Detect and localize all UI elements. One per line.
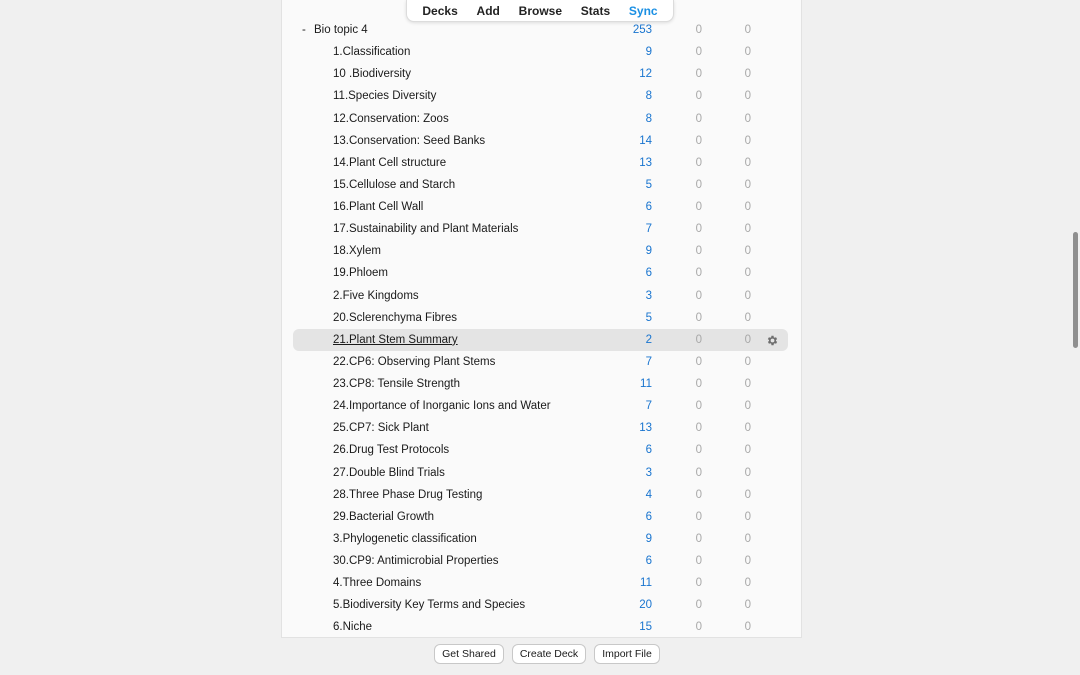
deck-name[interactable]: 17.Sustainability and Plant Materials [333,223,519,236]
due-count: 3 [645,466,652,479]
deck-name[interactable]: 19.Phloem [333,267,388,280]
learn-count: 0 [695,577,702,590]
review-count: 0 [744,267,751,280]
learn-count: 0 [695,68,702,81]
learn-count: 0 [695,555,702,567]
deck-name[interactable]: 10 .Biodiversity [333,68,411,81]
deck-row[interactable] [282,285,801,307]
due-count: 2 [645,333,652,346]
review-count: 0 [744,577,751,590]
learn-count: 0 [695,90,702,103]
due-count: 4 [645,488,652,501]
deck-row-current[interactable] [282,329,801,351]
deck-name[interactable]: 24.Importance of Inorganic Ions and Water [333,400,551,413]
review-count: 0 [744,24,751,36]
due-count: 6 [645,201,652,213]
deck-name[interactable]: 13.Conservation: Seed Banks [333,134,486,147]
deck-name[interactable]: 2.Five Kingdoms [333,289,419,302]
deck-name[interactable]: 27.Double Blind Trials [333,466,445,479]
review-count: 0 [744,311,751,324]
deck-row[interactable] [282,240,801,262]
deck-name[interactable]: 25.CP7: Sick Plant [333,422,429,435]
review-count: 0 [744,68,751,81]
deck-name[interactable]: 11.Species Diversity [333,90,437,103]
review-count: 0 [744,466,751,479]
deck-row[interactable] [282,85,801,107]
deck-row[interactable] [282,174,801,196]
deck-name[interactable]: 20.Sclerenchyma Fibres [333,311,457,324]
collapse-toggle[interactable]: - [302,24,306,36]
review-count: 0 [744,510,751,523]
deck-list [282,19,801,638]
learn-count: 0 [695,422,702,435]
get-shared-button[interactable]: Get Shared [434,644,504,664]
due-count: 6 [645,444,652,457]
review-count: 0 [744,555,751,567]
deck-row-parent[interactable] [282,19,801,41]
due-count: 9 [645,245,652,258]
bottom-button-bar [0,644,1080,664]
deck-name[interactable]: 6.Niche [333,621,372,634]
review-count: 0 [744,444,751,457]
deck-name[interactable]: 14.Plant Cell structure [333,156,447,169]
learn-count: 0 [695,267,702,280]
learn-count: 0 [695,444,702,457]
deck-row[interactable] [282,41,801,63]
learn-count: 0 [695,289,702,302]
due-count: 7 [645,223,652,236]
deck-name[interactable]: 4.Three Domains [333,577,422,590]
due-count: 14 [639,134,652,147]
due-count: 13 [639,422,652,435]
review-count: 0 [744,90,751,103]
review-count: 0 [744,488,751,501]
learn-count: 0 [695,378,702,390]
gear-icon[interactable] [766,334,779,347]
deck-row[interactable] [282,262,801,284]
deck-row[interactable] [282,528,801,550]
due-count: 5 [645,178,652,191]
deck-row[interactable] [282,351,801,373]
learn-count: 0 [695,621,702,634]
review-count: 0 [744,532,751,545]
learn-count: 0 [695,223,702,236]
due-count: 20 [639,599,652,612]
learn-count: 0 [695,245,702,258]
deck-name[interactable]: 23.CP8: Tensile Strength [333,378,461,390]
deck-name[interactable]: 30.CP9: Antimicrobial Properties [333,555,499,567]
review-count: 0 [744,112,751,125]
review-count: 0 [744,46,751,59]
deck-row[interactable] [282,307,801,329]
deck-name[interactable]: Bio topic 4 [314,24,368,36]
learn-count: 0 [695,311,702,324]
learn-count: 0 [695,355,702,368]
learn-count: 0 [695,466,702,479]
deck-row[interactable] [282,462,801,484]
deck-row[interactable] [282,616,801,638]
deck-name[interactable]: 29.Bacterial Growth [333,510,434,523]
review-count: 0 [744,223,751,236]
deck-name[interactable]: 1.Classification [333,46,411,59]
due-count: 7 [645,355,652,368]
due-count: 6 [645,555,652,567]
review-count: 0 [744,378,751,390]
deck-row[interactable] [282,417,801,439]
due-count: 253 [632,24,652,36]
deck-row[interactable] [282,550,801,572]
learn-count: 0 [695,156,702,169]
deck-row[interactable] [282,506,801,528]
review-count: 0 [744,178,751,191]
due-count: 15 [639,621,652,634]
learn-count: 0 [695,178,702,191]
learn-count: 0 [695,333,702,346]
learn-count: 0 [695,112,702,125]
deck-row[interactable] [282,63,801,85]
deck-row[interactable] [282,218,801,240]
due-count: 9 [645,532,652,545]
learn-count: 0 [695,599,702,612]
due-count: 13 [639,156,652,169]
due-count: 5 [645,311,652,324]
due-count: 7 [645,400,652,413]
due-count: 6 [645,267,652,280]
learn-count: 0 [695,400,702,413]
import-file-button[interactable]: Import File [594,644,660,664]
scrollbar-thumb[interactable] [1073,232,1078,348]
due-count: 8 [645,112,652,125]
due-count: 12 [639,68,652,81]
learn-count: 0 [695,134,702,147]
due-count: 3 [645,289,652,302]
review-count: 0 [744,245,751,258]
deck-row[interactable] [282,439,801,461]
deck-name[interactable]: 28.Three Phase Drug Testing [333,488,483,501]
due-count: 11 [640,378,652,390]
deck-row[interactable] [282,152,801,174]
deck-row[interactable] [282,373,801,395]
deck-browser-panel [281,0,802,638]
nav-sync[interactable]: Sync [628,3,658,18]
learn-count: 0 [695,510,702,523]
nav-stats[interactable]: Stats [580,3,611,18]
deck-row[interactable] [282,572,801,594]
deck-name[interactable]: 12.Conservation: Zoos [333,112,449,125]
subdeck-rows [282,41,801,638]
deck-name[interactable]: 18.Xylem [333,245,381,258]
create-deck-button[interactable]: Create Deck [512,644,586,664]
review-count: 0 [744,422,751,435]
deck-row[interactable] [282,395,801,417]
deck-name[interactable]: 5.Biodiversity Key Terms and Species [333,599,526,612]
deck-name[interactable]: 16.Plant Cell Wall [333,201,424,213]
deck-name[interactable]: 26.Drug Test Protocols [333,444,450,457]
due-count: 8 [645,90,652,103]
deck-row[interactable] [282,196,801,218]
top-navigation [406,0,674,22]
learn-count: 0 [695,24,702,36]
review-count: 0 [744,134,751,147]
review-count: 0 [744,599,751,612]
due-count: 9 [645,46,652,59]
review-count: 0 [744,156,751,169]
review-count: 0 [744,621,751,634]
learn-count: 0 [695,201,702,213]
deck-name[interactable]: 22.CP6: Observing Plant Stems [333,355,496,368]
nav-add[interactable]: Add [476,3,500,18]
learn-count: 0 [695,532,702,545]
learn-count: 0 [695,46,702,59]
deck-name[interactable]: 21.Plant Stem Summary [333,333,458,346]
due-count: 6 [645,510,652,523]
due-count: 11 [640,577,652,590]
deck-name[interactable]: 3.Phylogenetic classification [333,532,477,545]
nav-decks[interactable]: Decks [422,3,458,18]
learn-count: 0 [695,488,702,501]
nav-browse[interactable]: Browse [518,3,563,18]
review-count: 0 [744,355,751,368]
review-count: 0 [744,400,751,413]
deck-row[interactable] [282,130,801,152]
review-count: 0 [744,201,751,213]
deck-name[interactable]: 15.Cellulose and Starch [333,178,456,191]
review-count: 0 [744,333,751,346]
deck-row[interactable] [282,484,801,506]
deck-row[interactable] [282,594,801,616]
review-count: 0 [744,289,751,302]
deck-row[interactable] [282,108,801,130]
